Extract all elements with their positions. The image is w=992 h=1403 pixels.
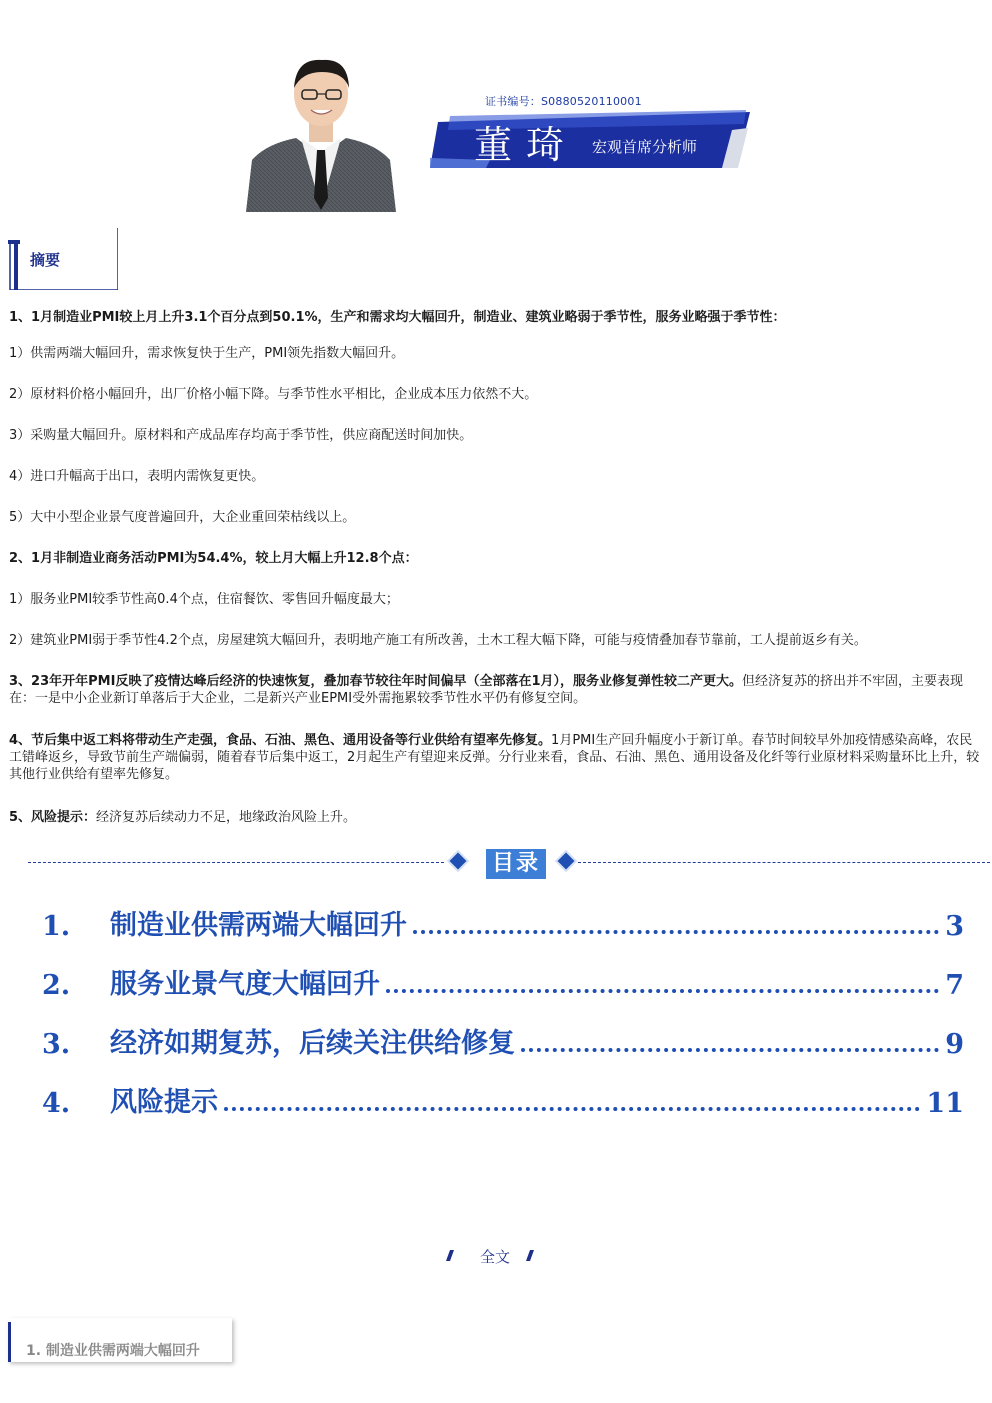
diamond-icon (450, 853, 467, 870)
toc-leader-dots (386, 989, 939, 993)
toc-item-page: 11 (926, 1088, 964, 1119)
abstract-point-3-text: 但经济复苏的挤出并不牢固，主要表现在：一是中小企业新订单落后于大企业，二是新兴产业EPMI受外需拖累较季节性水平仍有修复空间。 (9, 674, 963, 706)
abstract-point-2: 2、1月非制造业商务活动PMI为54.4%，较上月大幅上升12.8个点： (9, 551, 418, 566)
toc-divider-left (28, 862, 444, 863)
toc-item-page: 9 (945, 1029, 964, 1060)
toc-title: 目录 (486, 849, 546, 879)
abstract-point-4 (9, 732, 985, 783)
toc-item-page: 7 (945, 970, 964, 1001)
toc-item-number: 2. (42, 970, 71, 1001)
diamond-icon (558, 853, 575, 870)
toc-item[interactable] (42, 961, 964, 1001)
analyst-title: 宏观首席分析师 (592, 138, 698, 156)
toc-item-number: 4. (42, 1088, 71, 1119)
toc-item-title: 服务业景气度大幅回升 (110, 969, 380, 1000)
section-title: 1. 制造业供需两端大幅回升 (26, 1343, 200, 1359)
abstract-point-4-bold: 4、节后集中返工料将带动生产走强，食品、石油、黑色、通用设备等行业供给有望率先修复。 (9, 733, 552, 748)
abstract-point-3 (9, 673, 985, 707)
abstract-point-1-2: 2）原材料价格小幅回升，出厂价格小幅下降。与季节性水平相比，企业成本压力依然不大。 (9, 387, 538, 402)
toc-leader-dots (413, 930, 939, 934)
abstract-frame (8, 228, 118, 290)
toc-leader-dots (224, 1107, 920, 1111)
abstract-point-5 (9, 809, 985, 826)
toc-item[interactable] (42, 1079, 964, 1119)
abstract-point-1-5: 5）大中小型企业景气度普遍回升，大企业重回荣枯线以上。 (9, 510, 356, 525)
abstract-title: 摘要 (30, 251, 61, 269)
toc-divider-right (578, 862, 990, 863)
abstract-point-4-text: 1月PMI生产回升幅度小于新订单。春节时间较早外加疫情感染高峰，农民工错峰返乡，导致节前生产端偏弱，随着春节后集中返工，2月起生产有望迎来反弹。分行业来看，食品、石油、黑色、通用设备及化纤等行业原材料采购量环比上升，较其他行业供给有望率先修复。 (9, 733, 980, 782)
abstract-point-1: 1、1月制造业PMI较上月上升3.1个百分点到50.1%，生产和需求均大幅回升，制造业、建筑业略弱于季节性，服务业略强于季节性： (9, 310, 786, 325)
fulltext-label: 全文 (479, 1248, 510, 1266)
abstract-point-2-2: 2）建筑业PMI弱于季节性4.2个点，房屋建筑大幅回升，表明地产施工有所改善，土木工程大幅下降，可能与疫情叠加春节靠前，工人提前返乡有关。 (9, 633, 867, 648)
certificate-number: 证书编号：S0880520110001 (485, 95, 642, 108)
abstract-point-1-1: 1）供需两端大幅回升，需求恢复快于生产，PMI领先指数大幅回升。 (9, 346, 405, 361)
toc-item-title: 风险提示 (110, 1087, 218, 1118)
toc-item-title: 制造业供需两端大幅回升 (110, 910, 407, 941)
analyst-name: 董琦 (474, 123, 579, 167)
toc-item[interactable] (42, 1020, 964, 1060)
abstract-point-2-1: 1）服务业PMI较季节性高0.4个点，住宿餐饮、零售回升幅度最大； (9, 592, 399, 607)
section-header-bar (8, 1322, 11, 1362)
analyst-photo (246, 48, 396, 212)
toc-item-number: 1. (42, 911, 71, 942)
toc-item-title: 经济如期复苏，后续关注供给修复 (110, 1028, 515, 1059)
abstract-point-5-text: 经济复苏后续动力不足，地缘政治风险上升。 (96, 810, 357, 825)
abstract-point-1-3: 3）采购量大幅回升。原材料和产成品库存均高于季节性，供应商配送时间加快。 (9, 428, 473, 443)
abstract-point-5-bold: 5、风险提示： (9, 810, 97, 825)
toc-item[interactable] (42, 902, 964, 942)
toc-leader-dots (521, 1048, 939, 1052)
toc-item-number: 3. (42, 1029, 71, 1060)
toc-item-page: 3 (945, 911, 964, 942)
abstract-point-3-bold: 3、23年开年PMI反映了疫情达峰后经济的快速恢复，叠加春节较往年时间偏早（全部落在1月），服务业修复弹性较二产更大。 (9, 674, 742, 689)
abstract-point-1-4: 4）进口升幅高于出口，表明内需恢复更快。 (9, 469, 265, 484)
